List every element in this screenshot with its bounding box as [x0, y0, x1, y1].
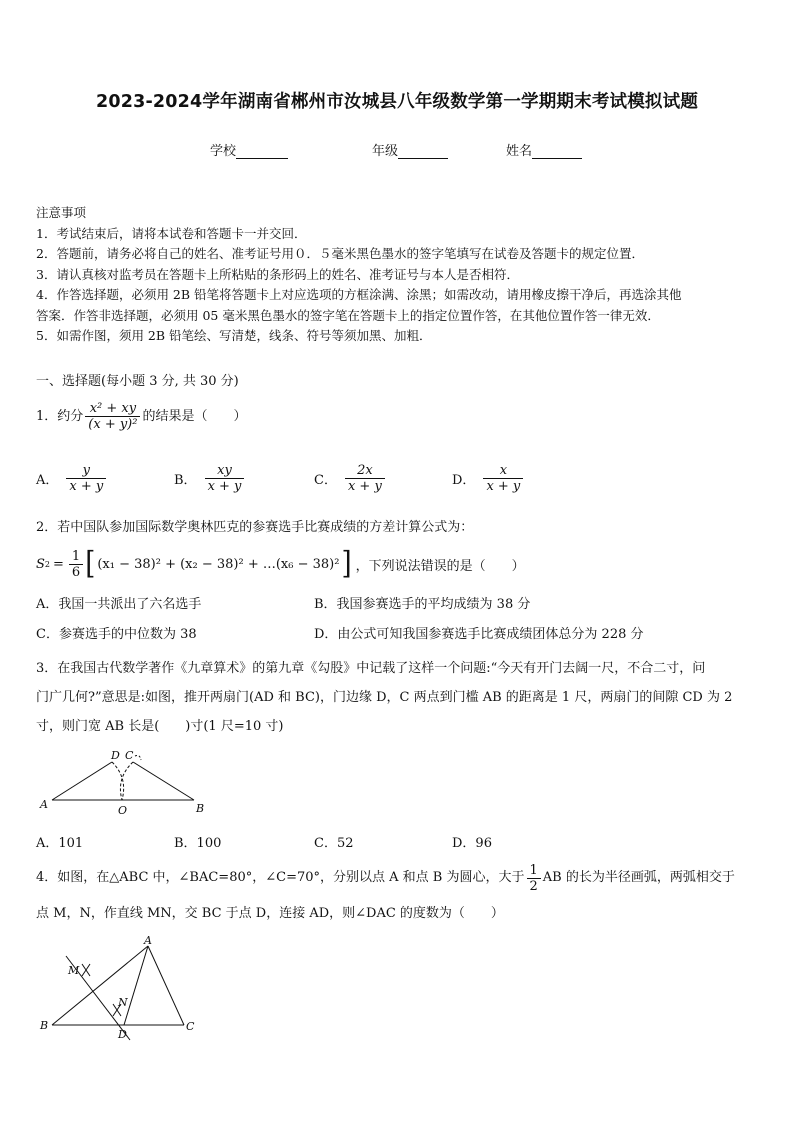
q1-option-d[interactable] — [452, 463, 525, 494]
q1-option-b-num: xy — [217, 463, 232, 478]
q2-option-d[interactable]: D．由公式可知我国参赛选手比赛成绩团体总分为 228 分 — [314, 627, 644, 642]
door-ad-line — [52, 762, 112, 800]
school-label: 学校 — [210, 144, 237, 159]
question-3-stem — [36, 654, 761, 741]
q1-denominator: (x + y)² — [85, 416, 140, 432]
arc-c — [120, 762, 133, 800]
question-4-line-1 — [36, 860, 761, 896]
q1-option-d-label: D． — [452, 473, 476, 488]
q1-prefix: 1．约分 — [36, 408, 84, 424]
door-bc-line — [133, 762, 194, 800]
triangle-diagram — [36, 934, 206, 1044]
segment-ad — [124, 946, 148, 1025]
label-n: N — [118, 996, 128, 1009]
q4-line-1b: AB 的长为半径画弧，两弧相交于 — [542, 870, 735, 885]
q4-half-den: 2 — [527, 878, 541, 894]
school-field[interactable] — [210, 140, 288, 159]
q1-option-b-label: B． — [174, 473, 197, 488]
label-c: C — [125, 749, 134, 762]
q3-option-b[interactable]: B．100 — [174, 836, 222, 851]
label-d: D — [118, 1028, 127, 1041]
q1-numerator: x² + xy — [89, 401, 137, 416]
q1-option-a-label: A． — [36, 473, 59, 488]
q1-option-c-num: 2x — [357, 463, 373, 478]
label-b: B — [40, 1019, 49, 1032]
q2-option-b[interactable]: B．我国参赛选手的平均成绩为 38 分 — [314, 597, 531, 612]
notice-item: 1．考试结束后，请将本试卷和答题卡一并交回． — [36, 225, 307, 241]
school-blank[interactable] — [236, 147, 288, 159]
q1-suffix: 的结果是（ ） — [142, 408, 247, 424]
grade-blank[interactable] — [398, 147, 448, 159]
variance-formula: S 2 = $\frac{1}{6}$ [ (x₁ − 38)² + (x₂ − 38)² + …(x₆ − 38)² ] ，下列说法错误的是（ ） — [36, 546, 525, 582]
q1-option-c[interactable] — [314, 463, 387, 494]
question-2-stem: 2．若中国队参加国际数学奥林匹克的参赛选手比赛成绩的方差计算公式为： — [36, 520, 474, 535]
q3-option-a[interactable]: A．101 — [36, 836, 84, 851]
arc-d — [112, 762, 124, 800]
formula-tail: ，下列说法错误的是（ ） — [355, 558, 525, 574]
section-heading: 一、选择题(每小题 3 分, 共 30 分) — [36, 374, 239, 389]
notice-block — [36, 203, 761, 347]
q1-option-b[interactable] — [174, 463, 246, 494]
notice-item: 答案．作答非选择题，必须用 05 毫米黑色墨水的签字笔在答题卡上的指定位置作答，在其他位置作答一律无效． — [36, 307, 660, 323]
name-blank[interactable] — [532, 147, 582, 159]
q4-line-1a: 4．如图，在△ABC 中，∠BAC=80°，∠C=70°，分别以点 A 和点 B 为圆心，大于 — [36, 870, 525, 885]
question-1-options — [36, 463, 761, 499]
q1-option-d-num: x — [499, 463, 508, 478]
formula-frac-num: 1 — [71, 548, 81, 564]
question-1-stem — [36, 401, 761, 432]
formula-frac-den: 6 — [69, 564, 83, 580]
grade-field[interactable] — [372, 140, 448, 159]
q1-fraction — [85, 401, 140, 432]
q1-option-a-den: x + y — [66, 478, 106, 494]
q1-option-b-den: x + y — [205, 478, 245, 494]
q1-option-a[interactable] — [36, 463, 108, 494]
label-m: M — [68, 964, 80, 977]
formula-s: S — [36, 556, 45, 572]
notice-item: 3．请认真核对监考员在答题卡上所粘贴的条形码上的姓名、准考证号与本人是否相符． — [36, 266, 519, 282]
door-diagram — [36, 748, 216, 820]
side-ac — [148, 946, 184, 1025]
notice-item: 4．作答选择题，必须用 2B 铅笔将答题卡上对应选项的方框涂满、涂黑；如需改动，请用橡皮擦干净后，再选涂其他 — [36, 287, 682, 302]
grade-label: 年级 — [372, 144, 399, 159]
label-a: A — [144, 934, 152, 947]
label-b: B — [196, 802, 205, 815]
notice-item: 2．答题前，请务必将自己的姓名、准考证号用０．５毫米黑色墨水的签字笔填写在试卷及答题卡的规定位置． — [36, 246, 644, 261]
q1-option-a-num: y — [82, 463, 90, 478]
q3-option-c[interactable]: C．52 — [314, 836, 354, 851]
q1-option-c-label: C． — [314, 473, 337, 488]
notice-item: 5．如需作图，须用 2B 铅笔绘、写清楚，线条、符号等须加黑、加粗． — [36, 328, 432, 343]
exam-title: 2023-2024学年湖南省郴州市汝城县八年级数学第一学期期末考试模拟试题 — [95, 92, 699, 112]
q3-option-d[interactable]: D．96 — [452, 836, 492, 851]
label-d: D — [111, 749, 120, 762]
name-field[interactable] — [506, 140, 582, 159]
side-ab — [52, 946, 148, 1025]
label-c: C — [186, 1020, 195, 1033]
q1-option-c-den: x + y — [345, 478, 385, 494]
q4-half-num: 1 — [529, 862, 538, 878]
q2-option-c[interactable]: C．参赛选手的中位数为 38 — [36, 627, 197, 642]
label-a: A — [40, 798, 48, 811]
q4-line-2: 点 M，N，作直线 MN，交 BC 于点 D，连接 AD，则∠DAC 的度数为（ ） — [36, 906, 504, 921]
notice-heading: 注意事项 — [36, 205, 87, 220]
q3-line-1: 3．在我国古代数学著作《九章算术》的第九章《勾股》中记载了这样一个问题:“今天有开门去阔一尺，不合二寸，问 — [36, 661, 706, 676]
q3-line-2: 门广几何?”意思是:如图，推开两扇门(AD 和 BC)，门边缘 D，C 两点到门槛 AB 的距离是 1 尺，两扇门的间隙 CD 为 2 — [36, 690, 733, 705]
formula-s-exp: 2 — [44, 559, 50, 569]
label-o: O — [118, 804, 128, 817]
q1-option-d-den: x + y — [483, 478, 523, 494]
q3-line-3: 寸，则门宽 AB 长是( )寸(1 尺=10 寸) — [36, 719, 284, 734]
q2-option-a[interactable]: A．我国一共派出了六名选手 — [36, 597, 202, 612]
name-label: 姓名 — [506, 144, 533, 159]
formula-body: (x₁ − 38)² + (x₂ − 38)² + …(x₆ − 38)² — [97, 556, 340, 572]
